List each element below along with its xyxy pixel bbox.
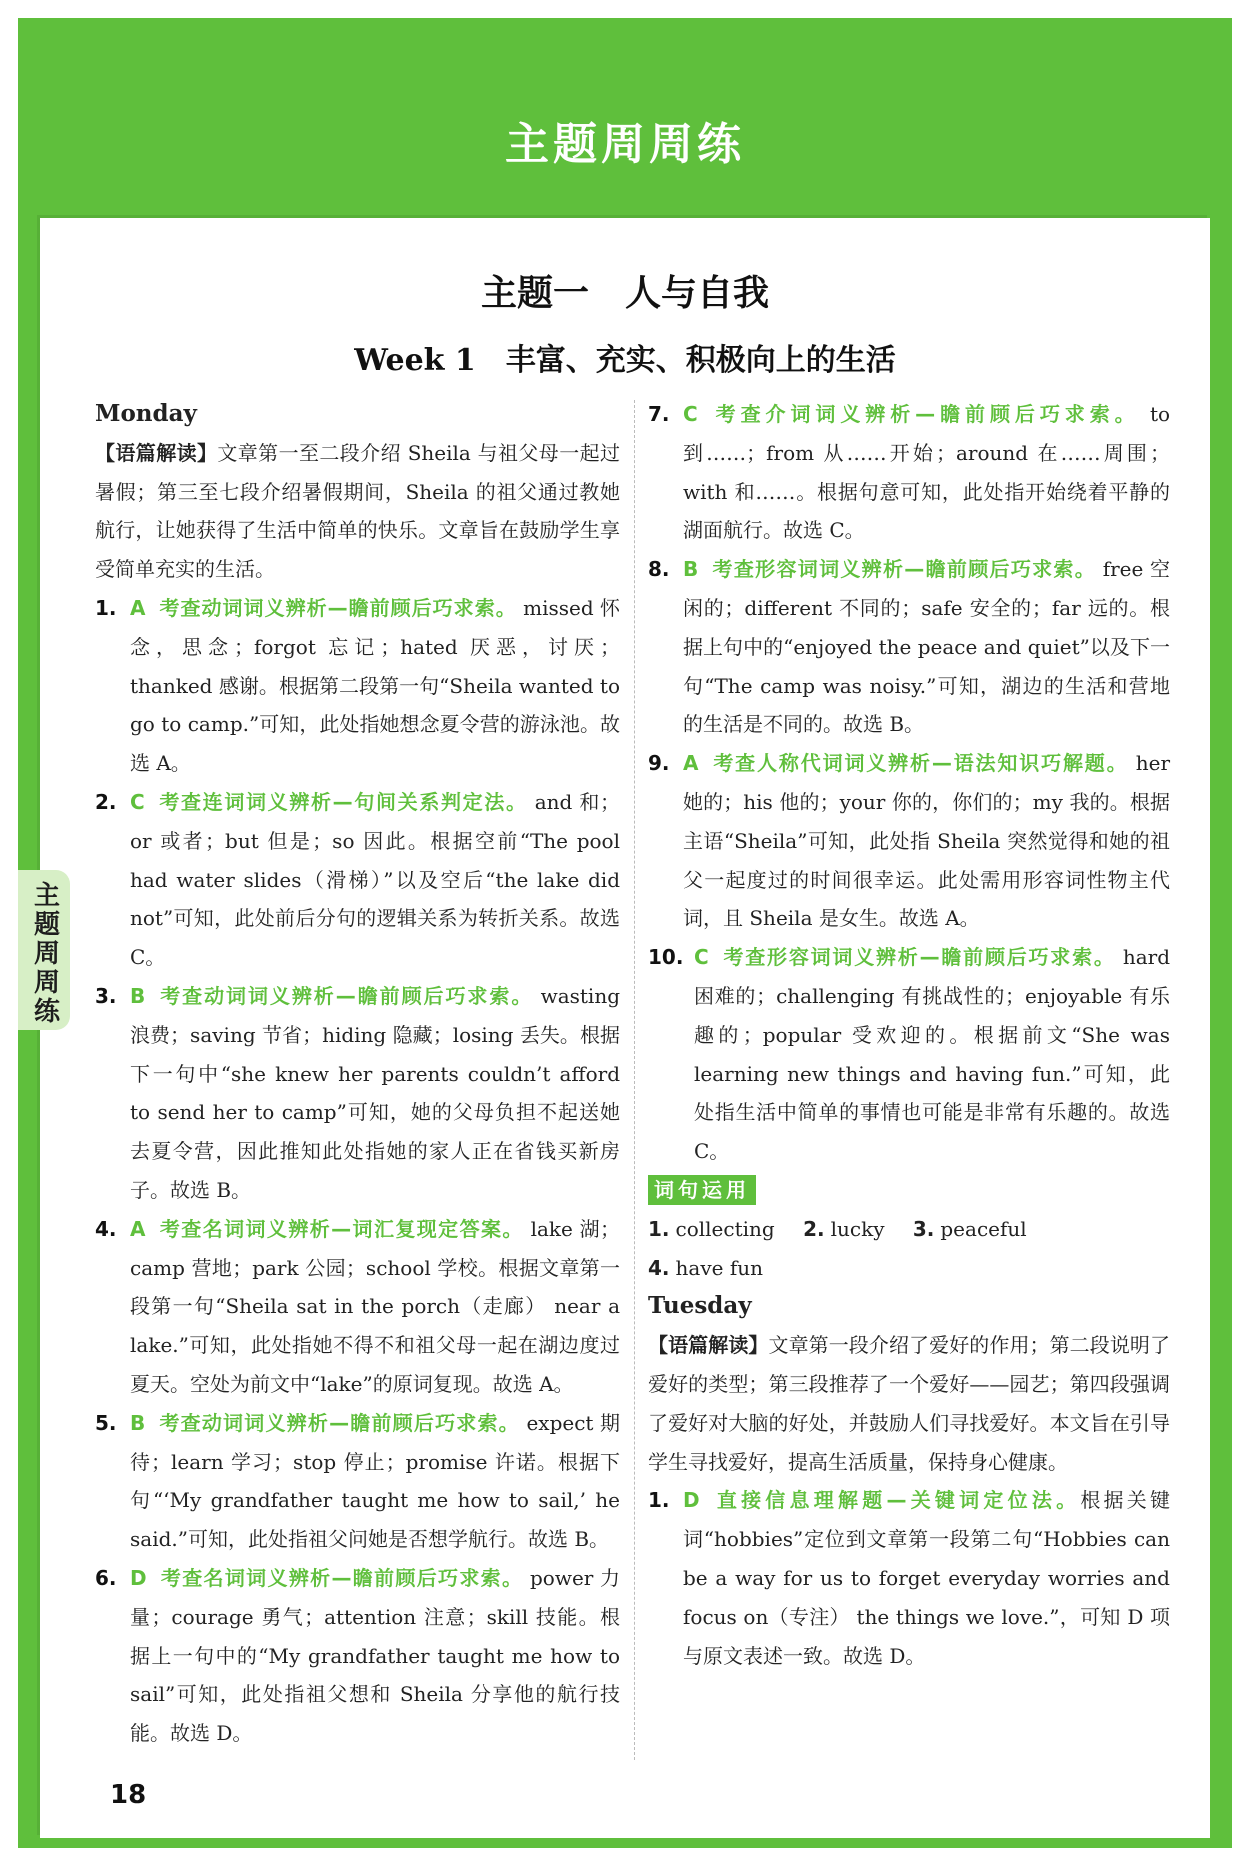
answer-item xyxy=(95,589,620,783)
explanation: her 她的；his 他的；your 你的，你们的；my 我的。根据主语“Sheila”可知，此处指 Sheila 突然觉得和她的祖父一起度过的时间很幸运。此处需用形容词性物主代词，且 Sheila 是女生。故选 A。 xyxy=(683,751,1171,931)
answer-letter: A xyxy=(130,1216,146,1241)
tuesday-passage xyxy=(648,1326,1170,1481)
vocab-answers-line xyxy=(648,1210,1170,1249)
knowledge-point: 考查动词词义辨析—瞻前顾后巧求索。 xyxy=(159,595,517,620)
vocab-number: 3. xyxy=(912,1216,935,1241)
question-number: 9. xyxy=(648,751,670,776)
question-number: 6. xyxy=(95,1565,117,1590)
question-number: 4. xyxy=(95,1216,117,1241)
vocab-word: lucky xyxy=(830,1216,885,1241)
banner-title: 主题周周练 xyxy=(505,119,745,170)
answer-item xyxy=(95,1404,620,1559)
passage-tag: 【语篇解读】 xyxy=(95,440,218,465)
answer-letter: B xyxy=(130,1410,146,1435)
column-divider xyxy=(634,400,635,1760)
knowledge-point: 考查名词词义辨析—瞻前顾后巧求索。 xyxy=(160,1565,524,1590)
answer-letter: D xyxy=(683,1488,700,1513)
monday-passage xyxy=(95,434,620,589)
explanation: power 力量；courage 勇气；attention 注意；skill 技能。根据上一句中的“My grandfather taught me how to sail”可知，此处指祖父想和 Sheila 分享他的航行技能。故选 D。 xyxy=(130,1565,621,1746)
answer-letter: D xyxy=(130,1565,147,1590)
knowledge-point: 考查动词词义辨析—瞻前顾后巧求索。 xyxy=(159,1410,520,1435)
answer-letter: B xyxy=(683,557,699,582)
knowledge-point: 考查形容词词义辨析—瞻前顾后巧求索。 xyxy=(712,557,1097,582)
answer-item xyxy=(95,1559,620,1753)
knowledge-point: 考查人称代词词义辨析—语法知识巧解题。 xyxy=(712,751,1129,776)
answer-item xyxy=(95,1210,620,1404)
passage-tag: 【语篇解读】 xyxy=(648,1333,769,1358)
answer-letter: A xyxy=(130,595,146,620)
explanation: free 空闲的；different 不同的；safe 安全的；far 远的。根据上句中的“enjoyed the peace and quiet”以及下一句“The camp was noisy.”可知，湖边的生活和营地的生活是不同的。故选 B。 xyxy=(683,557,1171,737)
vocab-number: 4. xyxy=(648,1255,670,1280)
vocab-number: 1. xyxy=(648,1216,670,1241)
answer-item xyxy=(648,550,1170,744)
answer-item xyxy=(648,395,1170,550)
page-number: 18 xyxy=(110,1780,147,1810)
answer-item xyxy=(648,1481,1170,1675)
vocab-word: collecting xyxy=(675,1216,775,1241)
explanation: expect 期待；learn 学习；stop 停止；promise 许诺。根据下句“‘My grandfather taught me how to sail,’ he said.”可知，此处指祖父问她是否想学航行。故选 B。 xyxy=(130,1410,621,1552)
question-number: 7. xyxy=(648,402,670,426)
side-tab-label: 主题周周练 xyxy=(33,881,60,1027)
passage-text: 文章第一至二段介绍 Sheila 与祖父母一起过暑假；第三至七段介绍暑假期间，Sheila 的祖父通过教她航行，让她获得了生活中简单的快乐。文章旨在鼓励学生享受简单充实的生活。 xyxy=(95,440,620,582)
question-number: 1. xyxy=(95,595,117,620)
explanation: and 和；or 或者；but 但是；so 因此。根据空前“The pool had water slides（滑梯）”以及空后“the lake did not”可知，此处前后分句的逻辑关系为转折关系。故选 C。 xyxy=(130,789,621,970)
left-column xyxy=(95,395,620,1753)
answer-letter: C xyxy=(683,402,698,426)
answer-item xyxy=(648,744,1170,938)
explanation: lake 湖；camp 营地；park 公园；school 学校。根据文章第一段第一句“Sheila sat in the porch（走廊） near a lake.”可知，此处指她不得不和祖父母一起在湖边度过夏天。空处为前文中“lake”的原词复现。故选 A。 xyxy=(130,1216,621,1396)
question-number: 3. xyxy=(95,983,117,1008)
vocab-heading: 词句运用 xyxy=(648,1175,756,1205)
knowledge-point: 直接信息理解题—关键词定位法。 xyxy=(713,1488,1081,1513)
bottom-border xyxy=(18,1838,1232,1848)
vocab-word: have fun xyxy=(675,1255,763,1280)
vocab-number: 2. xyxy=(803,1216,825,1241)
answer-item xyxy=(648,938,1170,1171)
knowledge-point: 考查介词词义辨析—瞻前顾后巧求索。 xyxy=(711,402,1140,426)
knowledge-point: 考查连词词义辨析—句间关系判定法。 xyxy=(158,789,528,814)
answer-letter: B xyxy=(130,983,146,1008)
question-number: 1. xyxy=(648,1488,670,1513)
answer-letter: C xyxy=(130,789,145,814)
tuesday-heading: Tuesday xyxy=(648,1292,752,1320)
answer-letter: C xyxy=(694,945,709,970)
knowledge-point: 考查名词词义辨析—词汇复现定答案。 xyxy=(159,1216,524,1241)
answer-item xyxy=(95,783,620,977)
explanation: missed 怀念，思念；forgot 忘记；hated 厌恶，讨厌；thanked 感谢。根据第二段第一句“Sheila wanted to go to camp.”可知，此处指她想念夏令营的游泳池。故选 A。 xyxy=(130,595,621,776)
passage-text: 文章第一段介绍了爱好的作用；第二段说明了爱好的类型；第三段推荐了一个爱好——园艺；第四段强调了爱好对大脑的好处，并鼓励人们寻找爱好。本文旨在引导学生寻找爱好，提高生活质量，保持身心健康。 xyxy=(648,1333,1171,1474)
explanation: 根据关键词“hobbies”定位到文章第一段第二句“Hobbies can be a way for us to forget everyday worries and focus on（专注） the things we love.”，可知 D 项与原文表述一致。故选 D。 xyxy=(683,1488,1171,1668)
monday-heading: Monday xyxy=(95,400,197,427)
answer-letter: A xyxy=(683,751,699,776)
question-number: 10. xyxy=(648,945,684,970)
knowledge-point: 考查形容词词义辨析—瞻前顾后巧求索。 xyxy=(722,945,1116,970)
knowledge-point: 考查动词词义辨析—瞻前顾后巧求索。 xyxy=(159,983,534,1008)
question-number: 2. xyxy=(95,789,117,814)
right-column xyxy=(648,395,1170,1675)
answer-item xyxy=(95,977,620,1210)
week-title: Week 1 丰富、充实、积极向上的生活 xyxy=(354,343,896,378)
theme-title: 主题一 人与自我 xyxy=(480,273,769,314)
explanation: hard 困难的；challenging 有挑战性的；enjoyable 有乐趣的；popular 受欢迎的。根据前文“She was learning new things and having fun.”可知，此处指生活中简单的事情也可能是非常有乐趣的。故选 C。 xyxy=(694,945,1171,1164)
vocab-word: peaceful xyxy=(940,1216,1027,1241)
vocab-answers-line xyxy=(648,1249,1170,1288)
explanation: wasting 浪费；saving 节省；hiding 隐藏；losing 丢失。根据下一句中“she knew her parents couldn’t afford to send her to camp”可知，她的父母负担不起送她去夏令营，因此推知此处指她的家人正在省钱买新房子。故选 B。 xyxy=(130,983,621,1202)
question-number: 5. xyxy=(95,1410,117,1435)
question-number: 8. xyxy=(648,557,670,582)
explanation: to 到……；from 从……开始；around 在……周围；with 和……。根据句意可知，此处指开始绕着平静的湖面航行。故选 C。 xyxy=(683,402,1171,543)
